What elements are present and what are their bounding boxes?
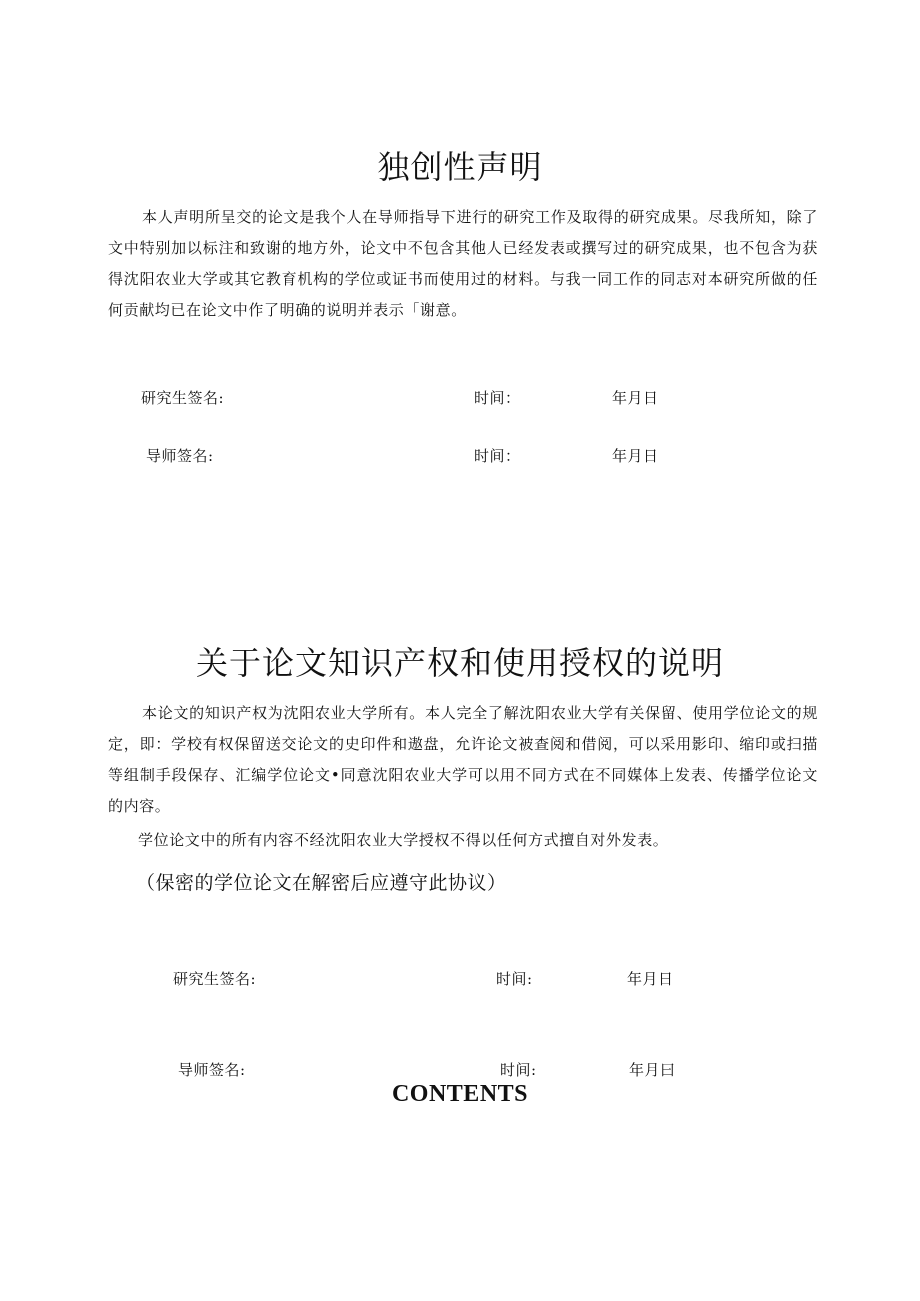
auth-advisor-sign-label: 导师签名: bbox=[178, 1061, 246, 1079]
advisor-time-label: 时间： bbox=[474, 447, 521, 465]
originality-paragraph: 本人声明所呈交的论文是我个人在导师指导下进行的研究工作及取得的研究成果。尽我所知，除了文中特别加以标注和致谢的地方外，论文中不包含其他人已经发表或撰写过的研究成果，也不包含为获得沈阳农业大学或其它教育机构的学位或证书而使用过的材料。与我一同工作的同志对本研究所做的任何贡献均已在论文中作了明确的说明并表示「谢意。 bbox=[108, 208, 818, 319]
auth-advisor-date: 年月曰 bbox=[629, 1061, 676, 1079]
confidentiality-note: （保密的学位论文在解密后应遵守此协议） bbox=[136, 872, 507, 894]
advisor-sign-label: 导师签名: bbox=[146, 447, 214, 465]
auth-student-sign-label: 研究生签名: bbox=[173, 970, 257, 988]
auth-student-time-label: 时间: bbox=[496, 970, 533, 988]
auth-student-date: 年月日 bbox=[627, 970, 674, 988]
student-sign-label: 研究生签名: bbox=[141, 389, 225, 407]
originality-title: 独创性声明 bbox=[377, 148, 543, 186]
advisor-date: 年月日 bbox=[612, 447, 659, 465]
contents-heading: CONTENTS bbox=[391, 1081, 529, 1107]
student-date: 年月日 bbox=[612, 389, 659, 407]
authorization-title: 关于论文知识产权和使用授权的说明 bbox=[195, 644, 724, 682]
authorization-paragraph: 本论文的知识产权为沈阳农业大学所有。本人完全了解沈阳农业大学有关保留、使用学位论文的规定，即：学校有权保留送交论文的史印件和遨盘，允许论文被查阅和借阅，可以采用影印、缩印或扫描等组制手段保存、汇编学位论文•同意沈阳农业大学可以用不同方式在不同媒体上发表、传播学位论文的内容。 bbox=[108, 704, 818, 815]
student-time-label: 时间： bbox=[474, 389, 521, 407]
auth-advisor-time-label: 时间: bbox=[500, 1061, 537, 1079]
restriction-paragraph: 学位论文中的所有内容不经沈阳农业大学授权不得以任何方式擅自对外发表。 bbox=[138, 831, 669, 849]
